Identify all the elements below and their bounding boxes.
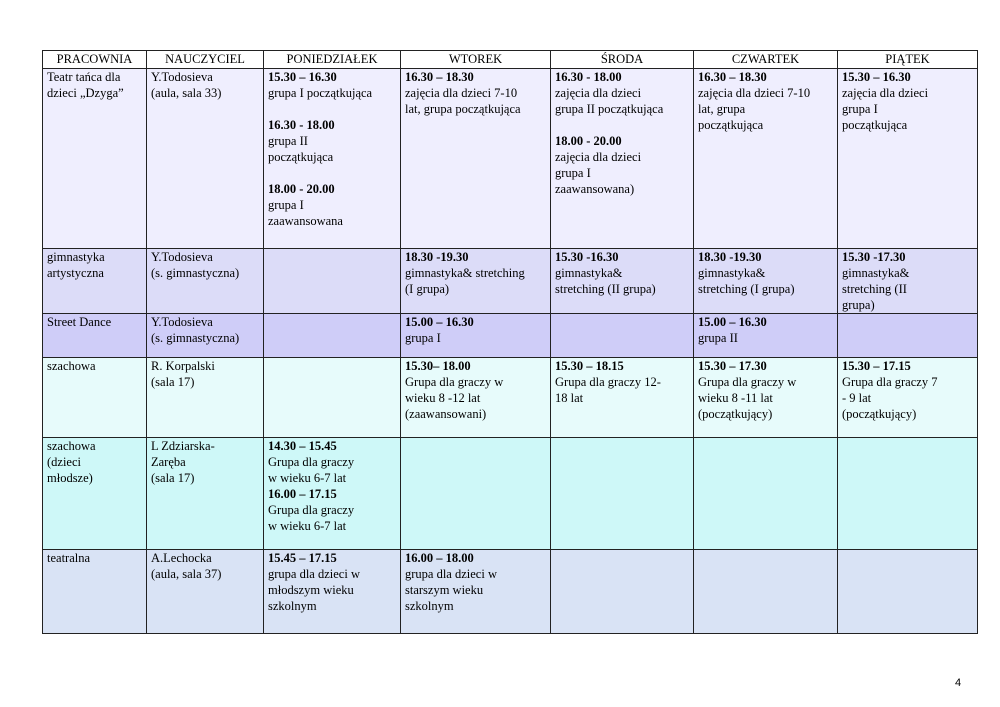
cell-wtorek: 18.30 -19.30 gimnastyka& stretching (I grupa) (401, 249, 551, 314)
cell-sroda: 16.30 - 18.00 zajęcia dla dzieci grupa II początkująca 18.00 - 20.00 zajęcia dla dzieci grupa I zaawansowana) (551, 69, 694, 249)
cell-sroda: 15.30 -16.30 gimnastyka& stretching (II grupa) (551, 249, 694, 314)
header-sroda: ŚRODA (551, 51, 694, 69)
cell-poniedzialek: 15.30 – 16.30 grupa I początkująca 16.30 - 18.00 grupa II początkująca 18.00 - 20.00 grupa I zaawansowana (264, 69, 401, 249)
cell-nauczyciel: Y.Todosieva (s. gimnastyczna) (147, 249, 264, 314)
cell-wtorek (401, 438, 551, 550)
cell-pracownia: Teatr tańca dla dzieci „Dzyga” (43, 69, 147, 249)
cell-czwartek: 16.30 – 18.30 zajęcia dla dzieci 7-10 lat, grupa początkująca (694, 69, 838, 249)
cell-wtorek: 15.00 – 16.30 grupa I (401, 314, 551, 358)
header-nauczyciel: NAUCZYCIEL (147, 51, 264, 69)
cell-sroda (551, 550, 694, 634)
cell-pracownia: gimnastyka artystyczna (43, 249, 147, 314)
cell-piatek: 15.30 -17.30 gimnastyka& stretching (II grupa) (838, 249, 978, 314)
cell-sroda (551, 438, 694, 550)
page-number: 4 (955, 677, 962, 689)
cell-nauczyciel: A.Lechocka (aula, sala 37) (147, 550, 264, 634)
header-piatek: PIĄTEK (838, 51, 978, 69)
cell-pracownia: teatralna (43, 550, 147, 634)
cell-nauczyciel: Y.Todosieva (aula, sala 33) (147, 69, 264, 249)
cell-wtorek: 15.30– 18.00 Grupa dla graczy w wieku 8 -12 lat (zaawansowani) (401, 358, 551, 438)
cell-pracownia: Street Dance (43, 314, 147, 358)
table-row (43, 69, 978, 249)
schedule-table (42, 50, 978, 634)
cell-pracownia: szachowa (dzieci młodsze) (43, 438, 147, 550)
cell-poniedzialek (264, 249, 401, 314)
table-row (43, 550, 978, 634)
cell-nauczyciel: Y.Todosieva (s. gimnastyczna) (147, 314, 264, 358)
header-row (43, 51, 978, 69)
header-czwartek: CZWARTEK (694, 51, 838, 69)
table-row (43, 438, 978, 550)
cell-nauczyciel: R. Korpalski (sala 17) (147, 358, 264, 438)
cell-poniedzialek (264, 358, 401, 438)
cell-czwartek (694, 550, 838, 634)
cell-wtorek: 16.00 – 18.00 grupa dla dzieci w starszym wieku szkolnym (401, 550, 551, 634)
cell-wtorek: 16.30 – 18.30 zajęcia dla dzieci 7-10 lat, grupa początkująca (401, 69, 551, 249)
cell-piatek: 15.30 – 16.30 zajęcia dla dzieci grupa I początkująca (838, 69, 978, 249)
cell-piatek (838, 550, 978, 634)
table-row (43, 358, 978, 438)
cell-czwartek: 18.30 -19.30 gimnastyka& stretching (I grupa) (694, 249, 838, 314)
cell-piatek (838, 314, 978, 358)
cell-piatek (838, 438, 978, 550)
cell-nauczyciel: L Zdziarska- Zaręba (sala 17) (147, 438, 264, 550)
cell-czwartek: 15.30 – 17.30 Grupa dla graczy w wieku 8 -11 lat (początkujący) (694, 358, 838, 438)
table-row (43, 314, 978, 358)
cell-czwartek (694, 438, 838, 550)
header-pracownia: PRACOWNIA (43, 51, 147, 69)
cell-poniedzialek: 14.30 – 15.45 Grupa dla graczy w wieku 6-7 lat 16.00 – 17.15 Grupa dla graczy w wieku 6-7 lat (264, 438, 401, 550)
cell-sroda: 15.30 – 18.15 Grupa dla graczy 12- 18 lat (551, 358, 694, 438)
table-row (43, 249, 978, 314)
cell-pracownia: szachowa (43, 358, 147, 438)
cell-piatek: 15.30 – 17.15 Grupa dla graczy 7 - 9 lat (początkujący) (838, 358, 978, 438)
cell-czwartek: 15.00 – 16.30 grupa II (694, 314, 838, 358)
header-wtorek: WTOREK (401, 51, 551, 69)
header-poniedzialek: PONIEDZIAŁEK (264, 51, 401, 69)
cell-poniedzialek: 15.45 – 17.15 grupa dla dzieci w młodszym wieku szkolnym (264, 550, 401, 634)
cell-sroda (551, 314, 694, 358)
cell-poniedzialek (264, 314, 401, 358)
